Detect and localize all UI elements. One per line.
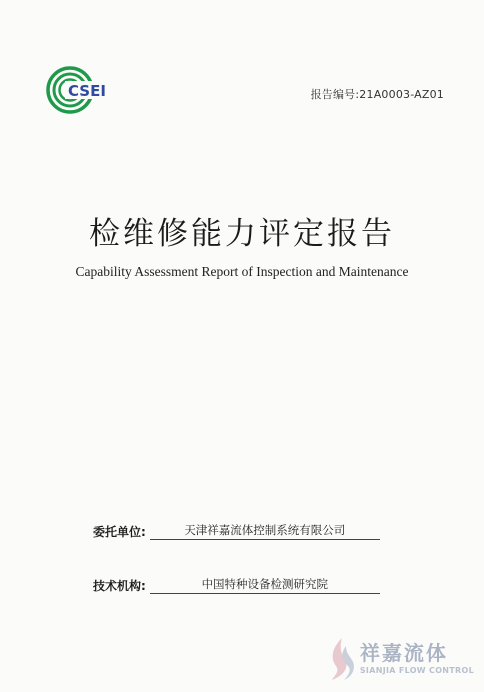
client-row <box>93 522 380 540</box>
logo-text: CSEI <box>68 82 106 100</box>
watermark-text-zh: 祥嘉流体 <box>359 641 448 665</box>
report-number-label: 报告编号: <box>310 88 360 101</box>
watermark-text-en: SIANJIA FLOW CONTROL <box>359 666 474 675</box>
client-value: 天津祥嘉流体控制系统有限公司 <box>150 522 380 540</box>
report-title-zh: 检维修能力评定报告 <box>89 216 395 252</box>
report-number <box>311 86 444 102</box>
technical-agency-row <box>93 576 380 594</box>
technical-agency-label: 技术机构: <box>93 579 146 593</box>
csei-logo <box>44 64 114 116</box>
report-number-value: 21A0003-AZ01 <box>359 88 444 101</box>
watermark <box>326 636 474 682</box>
client-label: 委托单位: <box>93 525 146 539</box>
flame-logo-icon <box>326 636 356 682</box>
technical-agency-value: 中国特种设备检测研究院 <box>150 576 380 594</box>
report-title-en: Capability Assessment Report of Inspection and Maintenance <box>75 264 409 279</box>
